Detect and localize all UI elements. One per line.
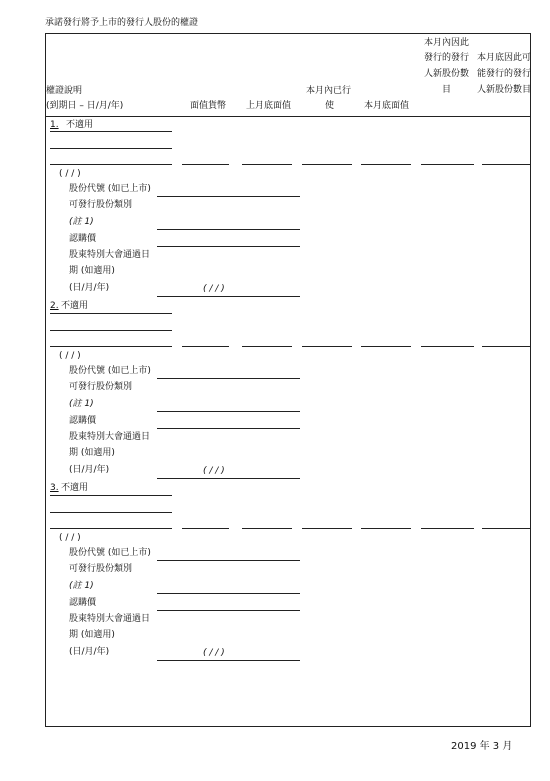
header-expiry-format: (到期日 – 日/月/年) [46, 101, 124, 111]
egm-date-field-line [157, 660, 300, 661]
egm-label-line3: (日/月/年) [69, 465, 110, 475]
header-exercised-line1: 本月內已行 [306, 86, 352, 96]
section-number: 3. [50, 483, 59, 493]
new-shares-field-line [421, 528, 474, 529]
subscription-price-field-line [157, 610, 300, 611]
stock-code-field-line [157, 560, 300, 561]
egm-label-line1: 股東特別大會通過日 [69, 614, 151, 624]
share-class-field-line [157, 229, 300, 230]
new-shares-field-line [421, 346, 474, 347]
note-reference: (註 1) [69, 399, 94, 409]
share-class-field-line [157, 593, 300, 594]
currency-field-line [182, 346, 229, 347]
header-possible-shares-line1: 本月底因此可 [477, 53, 532, 63]
footer-date: 2019 年 3 月 [451, 741, 513, 752]
header-new-shares-line4: 目 [442, 85, 452, 95]
egm-date-field-line [157, 296, 300, 297]
subscription-price-label: 認購價 [69, 598, 97, 608]
section-name: 不適用 [61, 483, 89, 493]
header-possible-shares-line2: 能發行的發行 [477, 69, 532, 79]
egm-label-line1: 股東特別大會通過日 [69, 432, 151, 442]
last-month-field-line [242, 164, 292, 165]
egm-label-line3: (日/月/年) [69, 647, 110, 657]
exercised-field-line [302, 164, 352, 165]
note-reference: (註 1) [69, 217, 94, 227]
last-month-field-line [242, 346, 292, 347]
egm-label-line1: 股東特別大會通過日 [69, 250, 151, 260]
egm-label-line2: 期 (如適用) [69, 448, 115, 458]
header-warrant-description: 權證說明 [46, 86, 83, 96]
stock-code-label: 股份代號 (如已上市) [69, 366, 151, 376]
page-title: 承諾發行將予上市的發行人股份的權證 [45, 18, 199, 28]
egm-date: ( / / ) [203, 466, 225, 476]
egm-date-field-line [157, 478, 300, 479]
egm-label-line2: 期 (如適用) [69, 630, 115, 640]
exercised-field-line [302, 346, 352, 347]
subscription-price-field-line [157, 246, 300, 247]
stock-code-field-line [157, 378, 300, 379]
header-currency: 面值貨幣 [190, 101, 227, 111]
currency-field-line [182, 528, 229, 529]
stock-code-label: 股份代號 (如已上市) [69, 184, 151, 194]
share-class-label: 可發行股份類別 [69, 200, 133, 210]
subscription-price-field-line [157, 428, 300, 429]
this-month-field-line [361, 528, 411, 529]
this-month-field-line [361, 164, 411, 165]
underline [50, 346, 172, 347]
new-shares-field-line [421, 164, 474, 165]
header-par-value-last-month: 上月底面值 [246, 101, 292, 111]
header-new-shares-line1: 本月內因此 [424, 38, 470, 48]
section-number: 2. [50, 301, 59, 311]
underline [50, 148, 172, 149]
currency-field-line [182, 164, 229, 165]
underline [50, 330, 172, 331]
expiry-date: ( / / ) [59, 533, 81, 543]
exercised-field-line [302, 528, 352, 529]
expiry-date: ( / / ) [59, 169, 81, 179]
expiry-date: ( / / ) [59, 351, 81, 361]
possible-shares-field-line [482, 164, 531, 165]
header-par-value-this-month: 本月底面值 [364, 101, 410, 111]
header-possible-shares-line3: 人新股份數目 [477, 85, 532, 95]
underline [50, 131, 172, 132]
header-exercised-line2: 使 [325, 101, 335, 111]
underline [50, 495, 172, 496]
header-new-shares-line2: 發行的發行 [424, 53, 470, 63]
possible-shares-field-line [482, 346, 531, 347]
underline [50, 512, 172, 513]
stock-code-field-line [157, 196, 300, 197]
section-name: 不適用 [61, 301, 89, 311]
subscription-price-label: 認購價 [69, 416, 97, 426]
subscription-price-label: 認購價 [69, 234, 97, 244]
header-new-shares-line3: 人新股份數 [424, 69, 470, 79]
possible-shares-field-line [482, 528, 531, 529]
underline [50, 313, 172, 314]
share-class-field-line [157, 411, 300, 412]
egm-date: ( / / ) [203, 648, 225, 658]
section-name: 不適用 [66, 120, 94, 130]
egm-label-line3: (日/月/年) [69, 283, 110, 293]
share-class-label: 可發行股份類別 [69, 564, 133, 574]
section-number: 1. [50, 120, 59, 130]
egm-label-line2: 期 (如適用) [69, 266, 115, 276]
share-class-label: 可發行股份類別 [69, 382, 133, 392]
egm-date: ( / / ) [203, 284, 225, 294]
header-divider [45, 116, 531, 117]
note-reference: (註 1) [69, 581, 94, 591]
stock-code-label: 股份代號 (如已上市) [69, 548, 151, 558]
underline [50, 164, 172, 165]
underline [50, 528, 172, 529]
last-month-field-line [242, 528, 292, 529]
this-month-field-line [361, 346, 411, 347]
